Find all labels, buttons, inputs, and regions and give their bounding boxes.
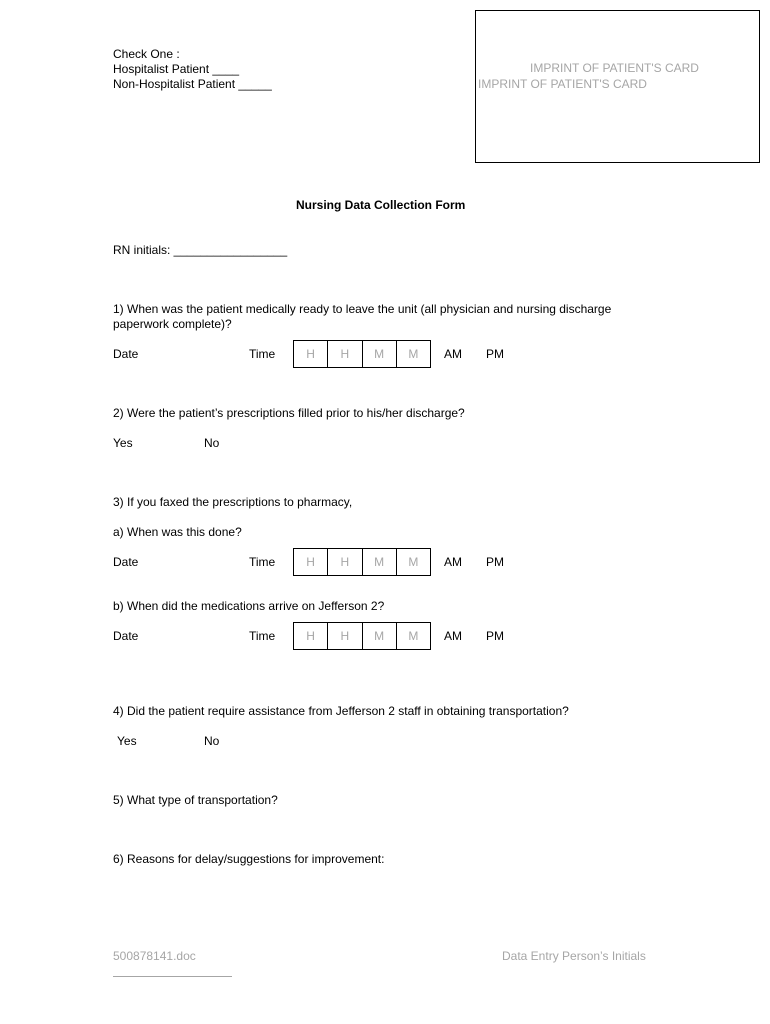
minute-cell[interactable]: M — [363, 549, 397, 575]
imprint-label-2: IMPRINT OF PATIENT'S CARD — [478, 77, 647, 91]
q3a-am-option[interactable]: AM — [444, 555, 462, 569]
q3b-am-option[interactable]: AM — [444, 629, 462, 643]
q2-yes-option[interactable]: Yes — [113, 436, 133, 450]
hour-cell[interactable]: H — [294, 549, 328, 575]
q3b-time-input[interactable] — [293, 622, 431, 650]
q3b-date-label: Date — [113, 629, 139, 643]
question-2-text: 2) Were the patient’s prescriptions filled prior to his/her discharge? — [113, 406, 465, 420]
hour-cell[interactable]: H — [328, 341, 362, 367]
question-3a-text: a) When was this done? — [113, 525, 242, 539]
minute-cell[interactable]: M — [363, 341, 397, 367]
data-entry-initials-label: Data Entry Person’s Initials — [502, 949, 646, 963]
q1-pm-option[interactable]: PM — [486, 347, 504, 361]
q3b-time-label: Time — [249, 629, 276, 643]
question-1-text: 1) When was the patient medically ready to leave the unit (all physician and nursing discharge — [113, 302, 612, 316]
q2-no-option[interactable]: No — [204, 436, 220, 450]
q1-date-label: Date — [113, 347, 139, 361]
hour-cell[interactable]: H — [328, 549, 362, 575]
q4-no-option[interactable]: No — [204, 734, 220, 748]
hour-cell[interactable]: H — [328, 623, 362, 649]
non-hospitalist-patient-option[interactable]: Non-Hospitalist Patient _____ — [113, 77, 272, 91]
q1-time-label: Time — [249, 347, 276, 361]
minute-cell[interactable]: M — [408, 347, 419, 361]
question-3-text: 3) If you faxed the prescriptions to pharmacy, — [113, 495, 353, 509]
q3a-date-label: Date — [113, 555, 139, 569]
question-1-text-cont: paperwork complete)? — [113, 317, 232, 331]
footer-divider — [113, 976, 232, 977]
q3a-time-input[interactable] — [293, 548, 431, 576]
q1-am-option[interactable]: AM — [444, 347, 462, 361]
rn-initials-field[interactable]: RN initials: _________________ — [113, 243, 288, 257]
q1-time-input[interactable] — [293, 340, 431, 368]
imprint-label-1: IMPRINT OF PATIENT'S CARD — [530, 61, 699, 75]
question-3b-text: b) When did the medications arrive on Jefferson 2? — [113, 599, 385, 613]
hospitalist-patient-option[interactable]: Hospitalist Patient ____ — [113, 62, 240, 76]
minute-cell[interactable]: M — [363, 623, 397, 649]
question-5-text: 5) What type of transportation? — [113, 793, 278, 807]
minute-cell[interactable]: M — [408, 629, 419, 643]
minute-cell[interactable]: M — [408, 555, 419, 569]
q4-yes-option[interactable]: Yes — [117, 734, 137, 748]
q3a-time-label: Time — [249, 555, 276, 569]
question-6-text: 6) Reasons for delay/suggestions for improvement: — [113, 852, 385, 866]
question-4-text: 4) Did the patient require assistance from Jefferson 2 staff in obtaining transportation? — [113, 704, 569, 718]
document-id: 500878141.doc — [113, 949, 196, 963]
q3b-pm-option[interactable]: PM — [486, 629, 504, 643]
check-one-label: Check One : — [113, 47, 180, 61]
hour-cell[interactable]: H — [294, 623, 328, 649]
hour-cell[interactable]: H — [294, 341, 328, 367]
form-title: Nursing Data Collection Form — [296, 198, 466, 212]
q3a-pm-option[interactable]: PM — [486, 555, 504, 569]
